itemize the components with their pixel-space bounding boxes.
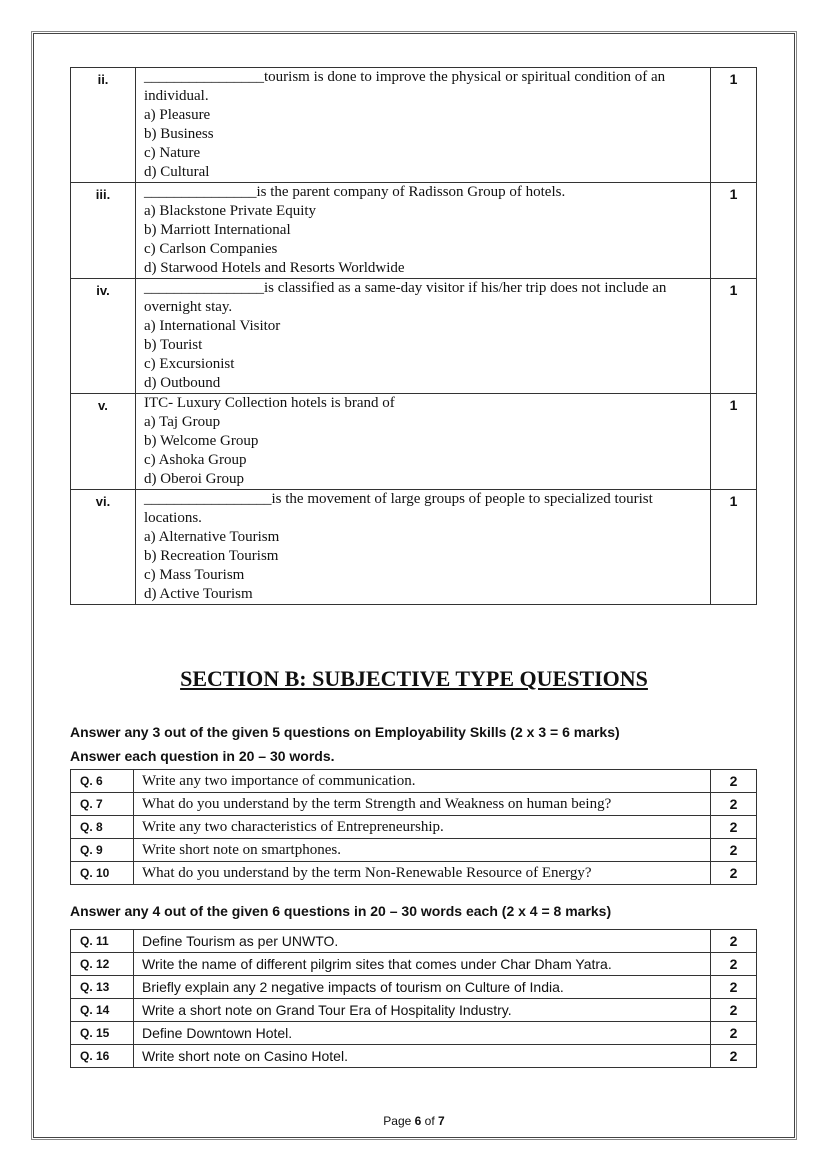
question-number: Q. 7 [71,793,134,816]
marks: 2 [711,793,757,816]
question-number: iii. [71,183,136,279]
question-text: What do you understand by the term Strength and Weakness on human being? [134,793,711,816]
option: d) Starwood Hotels and Resorts Worldwide [144,260,405,276]
mcq-row [71,490,757,605]
question-text: What do you understand by the term Non-Renewable Resource of Energy? [134,862,711,885]
option: c) Nature [144,145,201,161]
question-row [71,793,757,816]
question-number: Q. 12 [71,953,134,976]
page-prefix: Page [383,1114,415,1128]
marks: 2 [711,976,757,999]
question-row [71,1022,757,1045]
option: b) Marriott International [144,222,291,238]
option: c) Ashoka Group [144,452,247,468]
question-cell [136,279,711,394]
option: d) Outbound [144,375,221,391]
mcq-row [71,279,757,394]
mcq-row [71,68,757,183]
question-row [71,816,757,839]
marks: 2 [711,862,757,885]
question-number: Q. 8 [71,816,134,839]
question-number: Q. 11 [71,930,134,953]
question-row [71,862,757,885]
marks: 2 [711,770,757,793]
subject-questions-table [70,929,757,1068]
page-of: of [421,1114,439,1128]
question-number: Q. 9 [71,839,134,862]
option: b) Business [144,126,214,142]
option: a) Taj Group [144,414,221,430]
marks: 2 [711,839,757,862]
question-text: Write short note on Casino Hotel. [134,1045,711,1068]
marks: 1 [711,68,757,183]
question-text: Define Tourism as per UNWTO. [134,930,711,953]
marks: 2 [711,1045,757,1068]
option: b) Welcome Group [144,433,259,449]
option: a) International Visitor [144,318,281,334]
employability-questions-table [70,769,757,885]
question-text: Write the name of different pilgrim sites that comes under Char Dham Yatra. [134,953,711,976]
question-cell [136,68,711,183]
question-number: v. [71,394,136,490]
question-number: Q. 16 [71,1045,134,1068]
marks: 2 [711,816,757,839]
marks: 2 [711,930,757,953]
marks: 1 [711,394,757,490]
question-row [71,770,757,793]
question-number: vi. [71,490,136,605]
option: a) Alternative Tourism [144,529,280,545]
mcq-row [71,394,757,490]
question-row [71,1045,757,1068]
instruction-word-limit: Answer each question in 20 – 30 words. [70,748,335,764]
instruction-subject: Answer any 4 out of the given 6 questions in 20 – 30 words each (2 x 4 = 8 marks) [70,903,612,919]
question-text: ITC- Luxury Collection hotels is brand of [144,395,395,411]
question-row [71,953,757,976]
question-text: ________________is classified as a same-day visitor if his/her trip does not include an overnight stay. [144,280,667,315]
page-number [0,1114,828,1128]
marks: 1 [711,183,757,279]
marks: 2 [711,999,757,1022]
option: d) Cultural [144,164,210,180]
question-number: Q. 6 [71,770,134,793]
question-text: ________________tourism is done to improve the physical or spiritual condition of an individual. [144,69,666,104]
option: b) Recreation Tourism [144,548,279,564]
question-cell [136,183,711,279]
page-total: 7 [438,1114,445,1128]
question-text: Write any two characteristics of Entrepreneurship. [134,816,711,839]
question-row [71,999,757,1022]
question-row [71,839,757,862]
option: b) Tourist [144,337,203,353]
question-cell [136,394,711,490]
question-cell [136,490,711,605]
question-text: Write any two importance of communication. [134,770,711,793]
question-text: _________________is the movement of large groups of people to specialized tourist locations. [144,491,653,526]
instruction-employability: Answer any 3 out of the given 5 questions on Employability Skills (2 x 3 = 6 marks) [70,724,620,740]
question-number: Q. 14 [71,999,134,1022]
question-text: Define Downtown Hotel. [134,1022,711,1045]
question-text: Briefly explain any 2 negative impacts of tourism on Culture of India. [134,976,711,999]
question-row [71,976,757,999]
question-row [71,930,757,953]
section-b-heading: SECTION B: SUBJECTIVE TYPE QUESTIONS [180,666,648,691]
question-number: iv. [71,279,136,394]
mcq-table [70,67,757,605]
option: c) Carlson Companies [144,241,278,257]
question-number: Q. 13 [71,976,134,999]
question-number: Q. 10 [71,862,134,885]
option: c) Excursionist [144,356,235,372]
question-number: ii. [71,68,136,183]
question-text: Write a short note on Grand Tour Era of Hospitality Industry. [134,999,711,1022]
option: d) Oberoi Group [144,471,244,487]
question-text: _______________is the parent company of Radisson Group of hotels. [144,184,566,200]
option: a) Blackstone Private Equity [144,203,317,219]
mcq-row [71,183,757,279]
option: d) Active Tourism [144,586,253,602]
question-text: Write short note on smartphones. [134,839,711,862]
marks: 2 [711,953,757,976]
question-number: Q. 15 [71,1022,134,1045]
marks: 1 [711,490,757,605]
option: a) Pleasure [144,107,211,123]
marks: 1 [711,279,757,394]
marks: 2 [711,1022,757,1045]
page-current: 6 [414,1114,422,1128]
option: c) Mass Tourism [144,567,245,583]
